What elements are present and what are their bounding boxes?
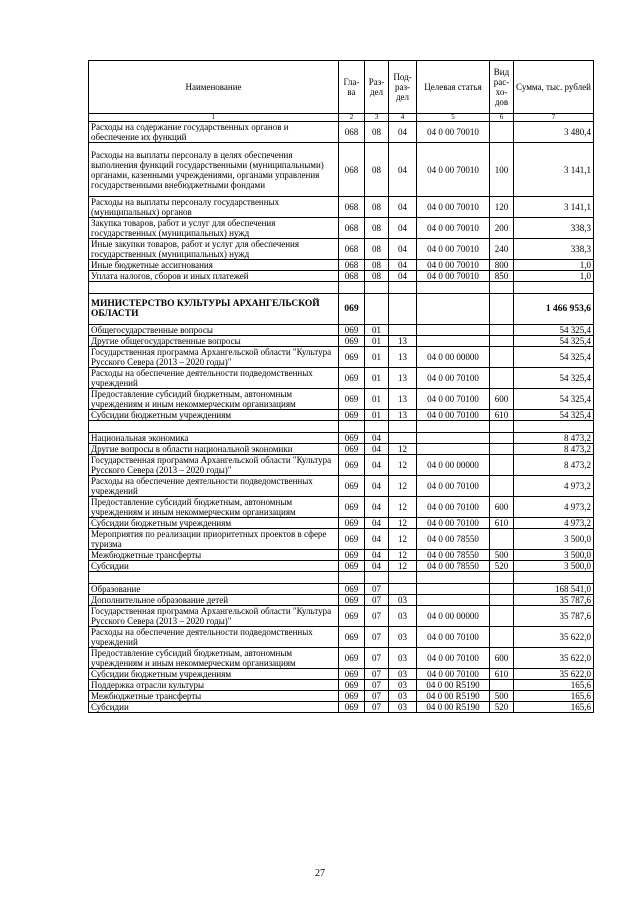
table-cell-razdel: 04 — [365, 433, 389, 444]
table-cell-sum: 1,0 — [514, 271, 594, 282]
table-cell-glava — [339, 421, 365, 433]
table-cell-target — [417, 595, 490, 606]
table-cell-target: 04 0 00 70010 — [417, 260, 490, 271]
table-cell-vid: 240 — [490, 239, 514, 260]
table-cell-razdel: 08 — [365, 122, 389, 143]
table-cell-podrazdel: 13 — [389, 347, 417, 368]
table-cell-target: 04 0 00 R5190 — [417, 691, 490, 702]
table-cell-name: Субсидии бюджетным учреждениям — [89, 518, 339, 529]
header-target: Целевая статья — [417, 61, 490, 114]
table-cell-sum: 3 141,1 — [514, 197, 594, 218]
table-cell-vid — [490, 476, 514, 497]
table-row — [89, 627, 594, 648]
table-cell-razdel — [365, 421, 389, 433]
table-cell-sum: 35 622,0 — [514, 648, 594, 669]
table-cell-glava — [339, 282, 365, 294]
table-row — [89, 368, 594, 389]
table-cell-glava — [339, 572, 365, 584]
table-cell-vid: 520 — [490, 702, 514, 713]
table-cell-target: 04 0 00 00000 — [417, 347, 490, 368]
table-cell-target — [417, 572, 490, 584]
table-cell-name: Образование — [89, 584, 339, 595]
table-cell-razdel: 07 — [365, 669, 389, 680]
table-cell-podrazdel: 04 — [389, 271, 417, 282]
table-row — [89, 294, 594, 325]
table-cell-podrazdel — [389, 572, 417, 584]
table-cell-name: Уплата налогов, сборов и иных платежей — [89, 271, 339, 282]
table-cell-glava: 069 — [339, 595, 365, 606]
table-cell-razdel: 04 — [365, 497, 389, 518]
table-cell-podrazdel: 03 — [389, 680, 417, 691]
column-number-row — [89, 114, 594, 122]
table-cell-podrazdel: 13 — [389, 389, 417, 410]
table-cell-razdel: 01 — [365, 389, 389, 410]
table-cell-sum: 3 500,0 — [514, 529, 594, 550]
table-cell-name: Расходы на выплаты персоналу в целях обеспечения выполнения функций государственными (муниципальными) органами, казенными учреждениями, органами управления государственными внебюджетными фондами — [89, 143, 339, 197]
table-cell-podrazdel: 12 — [389, 444, 417, 455]
table-row — [89, 550, 594, 561]
table-cell-target: 04 0 00 70100 — [417, 497, 490, 518]
table-cell-name: Субсидии бюджетным учреждениям — [89, 410, 339, 421]
table-cell-sum: 3 500,0 — [514, 561, 594, 572]
table-cell-glava: 068 — [339, 122, 365, 143]
table-row — [89, 518, 594, 529]
table-cell-razdel: 07 — [365, 627, 389, 648]
table-cell-target — [417, 584, 490, 595]
table-cell-sum: 1,0 — [514, 260, 594, 271]
table-cell-razdel: 04 — [365, 444, 389, 455]
table-cell-sum: 168 541,0 — [514, 584, 594, 595]
col-number: 3 — [365, 114, 389, 122]
table-cell-podrazdel: 04 — [389, 143, 417, 197]
table-cell-podrazdel: 04 — [389, 218, 417, 239]
table-cell-target — [417, 433, 490, 444]
header-row — [89, 61, 594, 114]
table-row — [89, 389, 594, 410]
table-cell-glava: 069 — [339, 476, 365, 497]
table-cell-target: 04 0 00 78550 — [417, 529, 490, 550]
table-cell-vid: 500 — [490, 691, 514, 702]
table-cell-razdel: 01 — [365, 325, 389, 336]
table-cell-podrazdel: 13 — [389, 410, 417, 421]
table-cell-sum: 35 787,6 — [514, 606, 594, 627]
table-cell-glava: 068 — [339, 218, 365, 239]
table-row — [89, 572, 594, 584]
table-row — [89, 260, 594, 271]
table-cell-glava: 069 — [339, 336, 365, 347]
table-cell-target: 04 0 00 78550 — [417, 561, 490, 572]
table-cell-name — [89, 282, 339, 294]
table-cell-target — [417, 325, 490, 336]
table-cell-vid — [490, 680, 514, 691]
header-razdel: Раз-дел — [365, 61, 389, 114]
table-cell-glava: 069 — [339, 691, 365, 702]
table-cell-razdel: 04 — [365, 529, 389, 550]
table-cell-vid: 610 — [490, 518, 514, 529]
table-cell-glava: 069 — [339, 529, 365, 550]
table-cell-razdel: 01 — [365, 410, 389, 421]
col-number: 1 — [89, 114, 339, 122]
table-cell-razdel: 08 — [365, 143, 389, 197]
table-cell-target: 04 0 00 R5190 — [417, 680, 490, 691]
table-cell-glava: 068 — [339, 197, 365, 218]
table-cell-podrazdel: 03 — [389, 648, 417, 669]
table-cell-sum — [514, 282, 594, 294]
table-cell-sum: 35 622,0 — [514, 627, 594, 648]
table-cell-razdel: 04 — [365, 518, 389, 529]
table-row — [89, 476, 594, 497]
table-cell-name: Государственная программа Архангельской области "Культура Русского Севера (2013 – 2020 годы)" — [89, 455, 339, 476]
table-cell-razdel: 08 — [365, 271, 389, 282]
table-cell-target: 04 0 00 70010 — [417, 122, 490, 143]
header-name: Наименование — [89, 61, 339, 114]
table-row — [89, 271, 594, 282]
header-podrazdel: Под-раз-дел — [389, 61, 417, 114]
table-row — [89, 529, 594, 550]
table-cell-sum: 54 325,4 — [514, 325, 594, 336]
table-cell-name: Национальная экономика — [89, 433, 339, 444]
table-cell-razdel: 01 — [365, 368, 389, 389]
table-cell-glava: 069 — [339, 325, 365, 336]
table-cell-glava: 068 — [339, 271, 365, 282]
table-cell-name: Другие общегосударственные вопросы — [89, 336, 339, 347]
table-cell-name: Общегосударственные вопросы — [89, 325, 339, 336]
table-cell-name: Субсидии бюджетным учреждениям — [89, 669, 339, 680]
table-cell-podrazdel: 12 — [389, 455, 417, 476]
table-cell-razdel — [365, 282, 389, 294]
table-cell-sum: 3 480,4 — [514, 122, 594, 143]
table-cell-name: Поддержка отрасли культуры — [89, 680, 339, 691]
table-cell-sum: 8 473,2 — [514, 433, 594, 444]
table-row — [89, 336, 594, 347]
table-cell-glava: 069 — [339, 444, 365, 455]
table-cell-target: 04 0 00 70100 — [417, 476, 490, 497]
table-cell-target: 04 0 00 00000 — [417, 455, 490, 476]
table-row — [89, 606, 594, 627]
table-cell-name: Государственная программа Архангельской области "Культура Русского Севера (2013 – 2020 годы)" — [89, 606, 339, 627]
table-cell-name: Межбюджетные трансферты — [89, 691, 339, 702]
table-cell-razdel: 08 — [365, 218, 389, 239]
table-cell-target — [417, 282, 490, 294]
table-cell-name: Расходы на выплаты персоналу государственных (муниципальных) органов — [89, 197, 339, 218]
table-cell-podrazdel: 13 — [389, 336, 417, 347]
col-number: 6 — [490, 114, 514, 122]
table-cell-vid: 600 — [490, 497, 514, 518]
table-cell-sum: 338,3 — [514, 239, 594, 260]
table-cell-glava: 069 — [339, 648, 365, 669]
table-row — [89, 669, 594, 680]
table-cell-vid: 850 — [490, 271, 514, 282]
table-cell-vid — [490, 572, 514, 584]
table-cell-podrazdel: 03 — [389, 702, 417, 713]
header-glava: Гла-ва — [339, 61, 365, 114]
table-cell-name: Дополнительное образование детей — [89, 595, 339, 606]
table-cell-razdel: 04 — [365, 455, 389, 476]
table-row — [89, 122, 594, 143]
table-cell-target: 04 0 00 70100 — [417, 368, 490, 389]
table-cell-vid: 520 — [490, 561, 514, 572]
table-cell-target — [417, 421, 490, 433]
table-cell-podrazdel: 03 — [389, 669, 417, 680]
table-cell-glava: 069 — [339, 680, 365, 691]
table-cell-glava: 069 — [339, 433, 365, 444]
table-cell-vid — [490, 627, 514, 648]
table-cell-target — [417, 444, 490, 455]
table-cell-glava: 069 — [339, 669, 365, 680]
table-cell-sum: 338,3 — [514, 218, 594, 239]
table-row — [89, 455, 594, 476]
table-cell-vid: 600 — [490, 389, 514, 410]
table-cell-glava: 068 — [339, 143, 365, 197]
table-cell-sum: 35 622,0 — [514, 669, 594, 680]
table-cell-sum: 8 473,2 — [514, 444, 594, 455]
table-cell-name: Государственная программа Архангельской области "Культура Русского Севера (2013 – 2020 годы)" — [89, 347, 339, 368]
table-cell-razdel: 08 — [365, 197, 389, 218]
table-cell-target — [417, 336, 490, 347]
table-cell-podrazdel: 03 — [389, 606, 417, 627]
table-row — [89, 433, 594, 444]
table-row — [89, 282, 594, 294]
table-cell-sum: 165,6 — [514, 691, 594, 702]
table-cell-target: 04 0 00 70100 — [417, 518, 490, 529]
table-cell-sum: 8 473,2 — [514, 455, 594, 476]
table-cell-vid — [490, 336, 514, 347]
table-row — [89, 239, 594, 260]
table-cell-podrazdel — [389, 282, 417, 294]
table-cell-vid — [490, 122, 514, 143]
table-cell-podrazdel — [389, 421, 417, 433]
table-cell-razdel: 07 — [365, 648, 389, 669]
table-row — [89, 648, 594, 669]
table-cell-podrazdel: 04 — [389, 122, 417, 143]
table-cell-razdel: 07 — [365, 595, 389, 606]
table-cell-glava: 068 — [339, 239, 365, 260]
table-cell-razdel: 07 — [365, 691, 389, 702]
table-cell-target: 04 0 00 70100 — [417, 627, 490, 648]
table-cell-vid: 800 — [490, 260, 514, 271]
table-cell-sum: 54 325,4 — [514, 368, 594, 389]
table-cell-vid — [490, 584, 514, 595]
table-cell-vid — [490, 455, 514, 476]
table-row — [89, 561, 594, 572]
table-cell-podrazdel: 12 — [389, 497, 417, 518]
table-cell-razdel: 07 — [365, 680, 389, 691]
table-cell-name: Расходы на обеспечение деятельности подведомственных учреждений — [89, 368, 339, 389]
table-cell-vid: 100 — [490, 143, 514, 197]
table-row — [89, 691, 594, 702]
table-cell-name: Иные бюджетные ассигнования — [89, 260, 339, 271]
table-cell-podrazdel — [389, 325, 417, 336]
table-cell-target: 04 0 00 70100 — [417, 669, 490, 680]
table-cell-sum: 165,6 — [514, 680, 594, 691]
table-cell-podrazdel: 12 — [389, 561, 417, 572]
table-row — [89, 410, 594, 421]
table-cell-vid: 600 — [490, 648, 514, 669]
table-cell-podrazdel: 12 — [389, 476, 417, 497]
table-cell-vid — [490, 294, 514, 325]
table-row — [89, 421, 594, 433]
table-cell-target: 04 0 00 70010 — [417, 239, 490, 260]
table-cell-glava: 069 — [339, 606, 365, 627]
table-row — [89, 595, 594, 606]
table-cell-sum: 4 973,2 — [514, 518, 594, 529]
table-cell-glava: 069 — [339, 561, 365, 572]
table-cell-vid — [490, 595, 514, 606]
table-cell-vid — [490, 606, 514, 627]
table-cell-vid — [490, 347, 514, 368]
table-cell-podrazdel: 04 — [389, 260, 417, 271]
table-cell-glava: 069 — [339, 702, 365, 713]
table-cell-name: Расходы на содержание государственных органов и обеспечение их функций — [89, 122, 339, 143]
table-cell-name: Другие вопросы в области национальной экономики — [89, 444, 339, 455]
table-cell-sum: 165,6 — [514, 702, 594, 713]
table-cell-target: 04 0 00 70010 — [417, 271, 490, 282]
table-cell-target: 04 0 00 70010 — [417, 197, 490, 218]
table-cell-razdel: 04 — [365, 550, 389, 561]
table-cell-sum — [514, 572, 594, 584]
table-cell-target: 04 0 00 00000 — [417, 606, 490, 627]
table-cell-target: 04 0 00 R5190 — [417, 702, 490, 713]
table-row — [89, 325, 594, 336]
table-cell-vid: 500 — [490, 550, 514, 561]
table-cell-sum: 4 973,2 — [514, 476, 594, 497]
table-cell-sum: 54 325,4 — [514, 389, 594, 410]
table-cell-name: Предоставление субсидий бюджетным, автономным учреждениям и иным некоммерческим организациям — [89, 389, 339, 410]
table-cell-podrazdel: 13 — [389, 368, 417, 389]
table-cell-vid — [490, 421, 514, 433]
table-row — [89, 444, 594, 455]
table-cell-target: 04 0 00 70100 — [417, 410, 490, 421]
table-cell-glava: 069 — [339, 518, 365, 529]
table-cell-name: Мероприятия по реализации приоритетных проектов в сфере туризма — [89, 529, 339, 550]
table-cell-razdel: 07 — [365, 584, 389, 595]
table-cell-vid — [490, 444, 514, 455]
table-cell-podrazdel: 03 — [389, 691, 417, 702]
col-number: 2 — [339, 114, 365, 122]
table-cell-name — [89, 572, 339, 584]
table-cell-target — [417, 294, 490, 325]
table-cell-glava: 069 — [339, 550, 365, 561]
table-cell-vid — [490, 368, 514, 389]
table-cell-target: 04 0 00 70010 — [417, 218, 490, 239]
table-row — [89, 497, 594, 518]
table-cell-podrazdel: 03 — [389, 595, 417, 606]
table-cell-sum: 54 325,4 — [514, 347, 594, 368]
table-cell-vid: 610 — [490, 410, 514, 421]
table-cell-razdel: 01 — [365, 336, 389, 347]
table-row — [89, 218, 594, 239]
table-cell-name: Субсидии — [89, 561, 339, 572]
table-cell-glava: 068 — [339, 260, 365, 271]
table-cell-vid: 610 — [490, 669, 514, 680]
table-cell-sum: 35 787,6 — [514, 595, 594, 606]
table-cell-glava: 069 — [339, 368, 365, 389]
table-cell-glava: 069 — [339, 627, 365, 648]
table-cell-podrazdel — [389, 294, 417, 325]
table-cell-razdel: 08 — [365, 260, 389, 271]
header-vid: Вид рас-хо-дов — [490, 61, 514, 114]
table-cell-name: Закупка товаров, работ и услуг для обеспечения государственных (муниципальных) нужд — [89, 218, 339, 239]
table-cell-vid: 200 — [490, 218, 514, 239]
table-cell-sum: 54 325,4 — [514, 410, 594, 421]
table-cell-sum: 3 141,1 — [514, 143, 594, 197]
col-number: 5 — [417, 114, 490, 122]
table-cell-sum — [514, 421, 594, 433]
table-cell-name: Расходы на обеспечение деятельности подведомственных учреждений — [89, 476, 339, 497]
table-row — [89, 143, 594, 197]
header-sum: Сумма, тыс. рублей — [514, 61, 594, 114]
table-cell-podrazdel: 12 — [389, 550, 417, 561]
table-cell-glava: 069 — [339, 294, 365, 325]
table-cell-razdel: 01 — [365, 347, 389, 368]
table-cell-glava: 069 — [339, 497, 365, 518]
table-cell-sum: 1 466 953,6 — [514, 294, 594, 325]
table-cell-vid — [490, 282, 514, 294]
table-cell-glava: 069 — [339, 347, 365, 368]
table-cell-name: Межбюджетные трансферты — [89, 550, 339, 561]
table-row — [89, 702, 594, 713]
table-row — [89, 347, 594, 368]
table-cell-razdel: 04 — [365, 476, 389, 497]
table-cell-razdel: 08 — [365, 239, 389, 260]
table-cell-podrazdel: 04 — [389, 239, 417, 260]
table-cell-target: 04 0 00 70100 — [417, 389, 490, 410]
table-cell-podrazdel: 04 — [389, 197, 417, 218]
table-row — [89, 584, 594, 595]
table-cell-target: 04 0 00 70100 — [417, 648, 490, 669]
table-cell-vid — [490, 529, 514, 550]
table-cell-glava: 069 — [339, 455, 365, 476]
table-cell-sum: 4 973,2 — [514, 497, 594, 518]
budget-table — [88, 60, 594, 713]
table-cell-name — [89, 421, 339, 433]
table-cell-sum: 54 325,4 — [514, 336, 594, 347]
table-cell-target: 04 0 00 78550 — [417, 550, 490, 561]
table-cell-razdel: 07 — [365, 702, 389, 713]
table-cell-vid — [490, 325, 514, 336]
table-cell-name: Предоставление субсидий бюджетным, автономным учреждениям и иным некоммерческим организациям — [89, 497, 339, 518]
table-cell-vid: 120 — [490, 197, 514, 218]
table-cell-razdel — [365, 572, 389, 584]
col-number: 4 — [389, 114, 417, 122]
table-row — [89, 680, 594, 691]
table-cell-name: МИНИСТЕРСТВО КУЛЬТУРЫ АРХАНГЕЛЬСКОЙ ОБЛАСТИ — [89, 294, 339, 325]
table-cell-podrazdel — [389, 433, 417, 444]
table-cell-razdel — [365, 294, 389, 325]
table-cell-sum: 3 500,0 — [514, 550, 594, 561]
table-cell-name: Иные закупки товаров, работ и услуг для обеспечения государственных (муниципальных) нужд — [89, 239, 339, 260]
table-cell-podrazdel — [389, 584, 417, 595]
col-number: 7 — [514, 114, 594, 122]
table-cell-glava: 069 — [339, 584, 365, 595]
table-cell-vid — [490, 433, 514, 444]
table-cell-podrazdel: 12 — [389, 529, 417, 550]
table-cell-podrazdel: 03 — [389, 627, 417, 648]
table-cell-name: Субсидии — [89, 702, 339, 713]
table-cell-name: Расходы на обеспечение деятельности подведомственных учреждений — [89, 627, 339, 648]
table-cell-glava: 069 — [339, 389, 365, 410]
table-cell-target: 04 0 00 70010 — [417, 143, 490, 197]
table-cell-glava: 069 — [339, 410, 365, 421]
table-cell-razdel: 04 — [365, 561, 389, 572]
table-cell-razdel: 07 — [365, 606, 389, 627]
table-row — [89, 197, 594, 218]
table-cell-name: Предоставление субсидий бюджетным, автономным учреждениям и иным некоммерческим организациям — [89, 648, 339, 669]
table-cell-podrazdel: 12 — [389, 518, 417, 529]
page-number: 27 — [315, 868, 325, 879]
